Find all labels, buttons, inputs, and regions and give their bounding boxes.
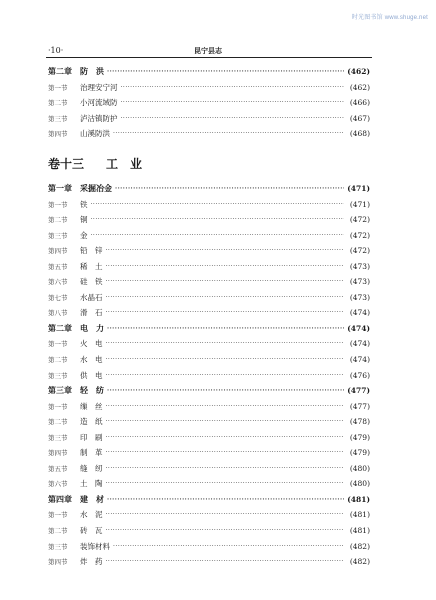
book-title: 昆宁县志	[194, 46, 222, 55]
entry-label: 第八节	[48, 309, 68, 318]
toc-section-entry[interactable]	[48, 305, 370, 321]
entry-page-number: (480)	[349, 479, 370, 489]
dot-leader	[106, 527, 345, 534]
volume-heading	[48, 149, 370, 179]
dot-leader	[106, 480, 345, 487]
entry-title: 小河流域防	[80, 98, 118, 108]
dot-leader	[106, 263, 345, 270]
toc-section-entry[interactable]	[48, 336, 370, 352]
entry-label: 第四节	[48, 130, 68, 139]
entry-page-number: (462)	[349, 82, 370, 92]
entry-title: 装饰材料	[80, 541, 110, 551]
dot-leader	[106, 465, 345, 472]
entry-label: 第二节	[48, 99, 68, 108]
entry-title: 印 刷	[80, 432, 103, 442]
dot-leader	[106, 403, 345, 410]
entry-page-number: (467)	[349, 113, 370, 123]
toc-section-entry[interactable]	[48, 461, 370, 477]
entry-page-number: (474)	[349, 339, 370, 349]
dot-leader	[106, 449, 345, 456]
header-rule	[46, 57, 372, 58]
toc-section-entry[interactable]	[48, 290, 370, 306]
entry-label: 第二节	[48, 527, 68, 536]
toc-section-entry[interactable]	[48, 80, 370, 96]
entry-title: 制 革	[80, 448, 103, 458]
entry-title: 治理安宁河	[80, 82, 118, 92]
toc-section-entry[interactable]	[48, 196, 370, 212]
entry-page-number: (471)	[349, 199, 370, 209]
dot-leader	[113, 543, 344, 550]
entry-label: 第一节	[48, 402, 68, 411]
toc-chapter-entry[interactable]	[48, 383, 370, 399]
entry-page-number: (481)	[349, 510, 370, 520]
entry-page-number: (471)	[347, 184, 370, 193]
entry-label: 第三节	[48, 433, 68, 442]
entry-label: 第一节	[48, 200, 68, 209]
entry-page-number: (462)	[347, 67, 370, 77]
entry-label: 第一节	[48, 340, 68, 349]
entry-title: 轻 纺	[80, 385, 104, 396]
entry-page-number: (481)	[349, 526, 370, 536]
entry-label: 第二节	[48, 418, 68, 427]
volume-title: 工 业	[106, 157, 143, 172]
entry-page-number: (477)	[349, 401, 370, 411]
toc-section-entry[interactable]	[48, 476, 370, 492]
entry-title: 水 电	[80, 355, 103, 365]
toc-section-entry[interactable]	[48, 398, 370, 414]
table-of-contents	[48, 64, 370, 569]
entry-title: 硅 铁	[80, 277, 103, 287]
entry-label: 第五节	[48, 464, 68, 473]
entry-page-number: (480)	[349, 463, 370, 473]
dot-leader	[106, 309, 345, 316]
entry-page-number: (472)	[349, 246, 370, 256]
entry-title: 铅 锌	[80, 246, 103, 256]
dot-leader	[107, 387, 344, 394]
dot-leader	[106, 372, 345, 379]
page-number: ·10·	[48, 46, 64, 55]
entry-label: 第一章	[48, 183, 72, 193]
toc-section-entry[interactable]	[48, 227, 370, 243]
entry-title: 缝 纫	[80, 463, 103, 473]
entry-title: 火 电	[80, 339, 103, 349]
entry-label: 第三节	[48, 231, 68, 240]
entry-label: 第三节	[48, 114, 68, 123]
toc-section-entry[interactable]	[48, 212, 370, 228]
entry-page-number: (466)	[349, 98, 370, 108]
entry-title: 电 力	[80, 322, 104, 333]
entry-page-number: (479)	[349, 448, 370, 458]
entry-title: 采掘冶金	[80, 183, 112, 193]
dot-leader	[91, 201, 345, 208]
toc-section-entry[interactable]	[48, 243, 370, 259]
dot-leader	[107, 325, 344, 332]
toc-section-entry[interactable]	[48, 429, 370, 445]
dot-leader	[121, 99, 345, 106]
dot-leader	[106, 247, 345, 254]
entry-label: 第六节	[48, 278, 68, 287]
page-header	[48, 44, 370, 58]
toc-section-entry[interactable]	[48, 111, 370, 127]
toc-chapter-entry[interactable]	[48, 64, 370, 80]
entry-label: 第五节	[48, 262, 68, 271]
entry-title: 铁	[80, 199, 88, 209]
entry-page-number: (473)	[349, 277, 370, 287]
toc-section-entry[interactable]	[48, 95, 370, 111]
toc-chapter-entry[interactable]	[48, 181, 370, 197]
entry-page-number: (478)	[349, 417, 370, 427]
entry-title: 炸 药	[80, 557, 103, 567]
entry-title: 防 洪	[80, 66, 104, 77]
entry-page-number: (482)	[349, 541, 370, 551]
dot-leader	[121, 115, 345, 122]
dot-leader	[106, 294, 345, 301]
entry-label: 第四节	[48, 449, 68, 458]
toc-section-entry[interactable]	[48, 274, 370, 290]
entry-page-number: (473)	[349, 261, 370, 271]
entry-label: 第二节	[48, 356, 68, 365]
watermark: 时光图书馆 www.shuge.net	[351, 15, 428, 21]
entry-label: 第三节	[48, 542, 68, 551]
entry-title: 山溪防洪	[80, 129, 110, 139]
entry-page-number: (472)	[349, 230, 370, 240]
dot-leader	[106, 340, 345, 347]
entry-title: 金	[80, 230, 88, 240]
dot-leader	[115, 185, 344, 192]
entry-title: 建 材	[80, 493, 104, 504]
entry-page-number: (472)	[349, 215, 370, 225]
entry-title: 砖 瓦	[80, 526, 103, 536]
toc-section-entry[interactable]	[48, 523, 370, 539]
entry-title: 缫 丝	[80, 401, 103, 411]
entry-title: 水晶石	[80, 292, 103, 302]
toc-section-entry[interactable]	[48, 367, 370, 383]
entry-title: 造 纸	[80, 417, 103, 427]
toc-section-entry[interactable]	[48, 507, 370, 523]
entry-page-number: (477)	[347, 386, 370, 396]
entry-label: 第一节	[48, 83, 68, 92]
dot-leader	[106, 418, 345, 425]
entry-label: 第三节	[48, 371, 68, 380]
entry-label: 第二章	[48, 322, 72, 333]
toc-section-entry[interactable]	[48, 414, 370, 430]
entry-page-number: (474)	[349, 355, 370, 365]
entry-label: 第四节	[48, 558, 68, 567]
entry-label: 第六节	[48, 480, 68, 489]
entry-title: 滑 石	[80, 308, 103, 318]
entry-label: 第七节	[48, 293, 68, 302]
entry-page-number: (468)	[349, 129, 370, 139]
toc-chapter-entry[interactable]	[48, 321, 370, 337]
toc-section-entry[interactable]	[48, 126, 370, 142]
entry-label: 第二节	[48, 216, 68, 225]
entry-label: 第四章	[48, 493, 72, 504]
entry-page-number: (473)	[349, 292, 370, 302]
dot-leader	[113, 130, 344, 137]
dot-leader	[91, 232, 345, 239]
entry-title: 供 电	[80, 370, 103, 380]
dot-leader	[106, 356, 345, 363]
dot-leader	[106, 511, 345, 518]
toc-section-entry[interactable]	[48, 538, 370, 554]
entry-page-number: (479)	[349, 432, 370, 442]
entry-title: 铜	[80, 215, 88, 225]
dot-leader	[106, 558, 345, 565]
entry-label: 第三章	[48, 385, 72, 396]
entry-label: 第一节	[48, 511, 68, 520]
entry-title: 土 陶	[80, 479, 103, 489]
toc-section-entry[interactable]	[48, 352, 370, 368]
entry-page-number: (482)	[349, 557, 370, 567]
entry-page-number: (481)	[347, 494, 370, 504]
toc-section-entry[interactable]	[48, 554, 370, 570]
dot-leader	[91, 216, 345, 223]
entry-page-number: (476)	[349, 370, 370, 380]
dot-leader	[106, 434, 345, 441]
dot-leader	[121, 84, 345, 91]
dot-leader	[107, 68, 344, 75]
entry-title: 稀 土	[80, 261, 103, 271]
toc-chapter-entry[interactable]	[48, 492, 370, 508]
dot-leader	[107, 496, 344, 503]
dot-leader	[106, 278, 345, 285]
toc-section-entry[interactable]	[48, 258, 370, 274]
toc-section-entry[interactable]	[48, 445, 370, 461]
entry-title: 水 泥	[80, 510, 103, 520]
entry-label: 第二章	[48, 66, 72, 77]
volume-label: 卷十三	[48, 157, 85, 172]
entry-page-number: (474)	[349, 308, 370, 318]
entry-page-number: (474)	[347, 323, 370, 333]
entry-title: 泸沽镇防护	[80, 113, 118, 123]
entry-label: 第四节	[48, 247, 68, 256]
